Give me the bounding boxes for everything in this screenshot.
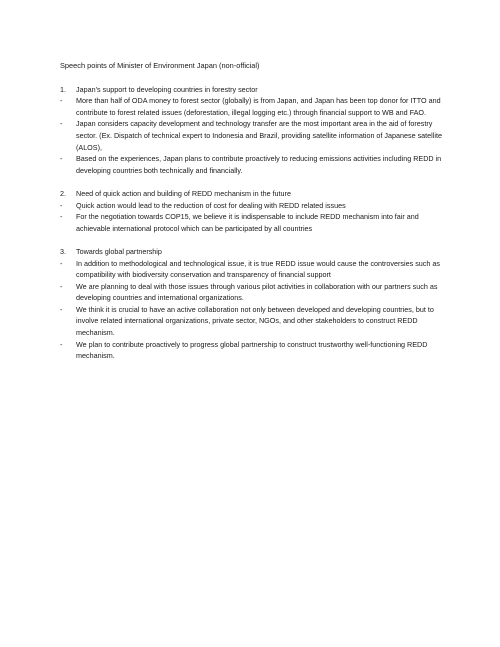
section-japan-support xyxy=(60,84,445,177)
list-item xyxy=(60,95,445,118)
bullet-dash: - xyxy=(60,200,63,210)
list-item xyxy=(60,200,445,212)
bullet-text: Based on the experiences, Japan plans to contribute proactively to reducing emissions activities including REDD in developing countries both technically and financially. xyxy=(76,154,442,175)
bullet-text: For the negotiation towards COP15, we believe it is indispensable to include REDD mechanism into fair and achievable international protocol which can be participated by all countries xyxy=(76,212,419,233)
bullet-text: Quick action would lead to the reduction of cost for dealing with REDD related issues xyxy=(76,200,346,210)
section-title: Towards global partnership xyxy=(76,246,162,256)
bullet-dash: - xyxy=(60,154,63,164)
bullet-text: More than half of ODA money to forest sector (globally) is from Japan, and Japan has been top donor for ITTO and contribute to forest related issues (deforestation, illegal logging etc.) through financial support to WB and FAO. xyxy=(76,96,441,117)
list-item xyxy=(60,339,445,362)
section-title: Need of quick action and building of REDD mechanism in the future xyxy=(76,188,291,198)
list-item xyxy=(60,304,445,339)
bullet-text: Japan considers capacity development and technology transfer are the most important area in the aid of forestry sector. (Ex. Dispatch of technical expert to Indonesia and Brazil, providing satellite information of Japanese satellite (ALOS), xyxy=(76,119,442,152)
list-item xyxy=(60,281,445,304)
bullet-list xyxy=(60,200,445,235)
bullet-list xyxy=(60,95,445,176)
list-item xyxy=(60,211,445,234)
document-body xyxy=(60,60,445,373)
bullet-text: We are planning to deal with those issues through various pilot activities in collaboration with our partners such as developing countries and international organizations. xyxy=(76,281,438,303)
document-title: Speech points of Minister of Environment Japan (non-official) xyxy=(60,61,260,70)
bullet-dash: - xyxy=(60,96,63,106)
bullet-dash: - xyxy=(60,119,63,129)
section-heading xyxy=(60,84,445,96)
bullet-list xyxy=(60,258,445,362)
list-item xyxy=(60,153,445,176)
section-number: 3. xyxy=(60,246,66,256)
section-heading xyxy=(60,246,445,258)
bullet-dash: - xyxy=(60,281,63,291)
bullet-text: In addition to methodological and technological issue, it is true REDD issue would cause the controversies such as compatibility with biodiversity conservation and transparency of financial support xyxy=(76,258,440,280)
section-heading xyxy=(60,188,445,200)
list-item xyxy=(60,118,445,153)
section-title: Japan’s support to developing countries in forestry sector xyxy=(76,84,258,94)
section-number: 2. xyxy=(60,188,66,198)
section-global-partnership xyxy=(60,246,445,362)
bullet-text: We think it is crucial to have an active collaboration not only between developed and developing countries, but to involve related international organizations, private sector, NGOs, and other stakeholders to construct REDD mechanism. xyxy=(76,304,434,338)
bullet-dash: - xyxy=(60,339,63,349)
section-number: 1. xyxy=(60,84,66,94)
section-redd-mechanism xyxy=(60,188,445,234)
bullet-text: We plan to contribute proactively to progress global partnership to construct trustworthy well-functioning REDD mechanism. xyxy=(76,339,428,361)
bullet-dash: - xyxy=(60,258,63,268)
bullet-dash: - xyxy=(60,212,63,222)
bullet-dash: - xyxy=(60,304,63,314)
list-item xyxy=(60,258,445,281)
